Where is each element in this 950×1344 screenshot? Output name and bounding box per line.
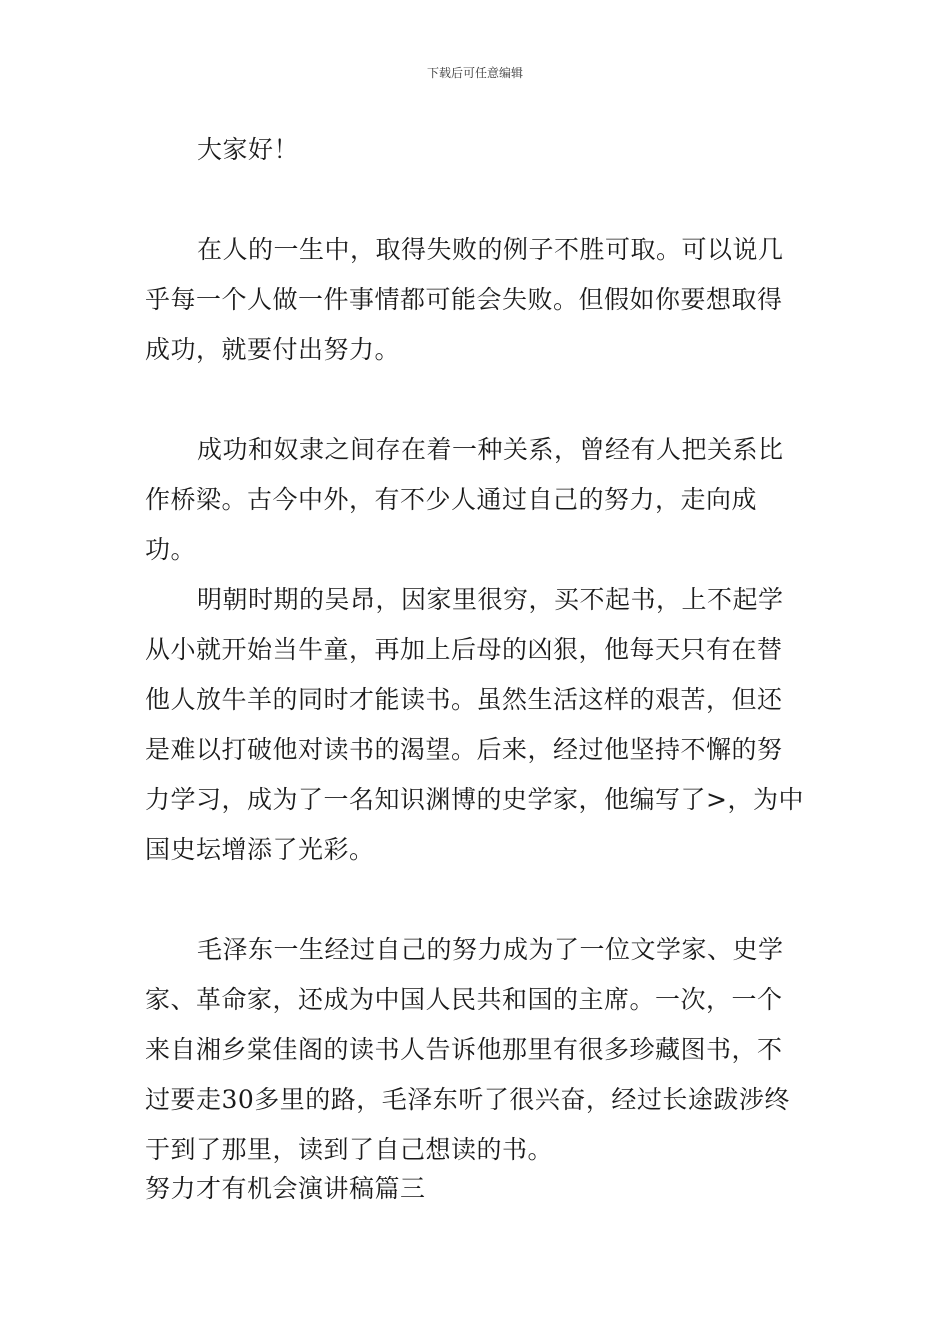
paragraph-3 bbox=[145, 575, 807, 875]
paragraph-4 bbox=[145, 925, 807, 1175]
paragraph-text: 明朝时期的吴昂，因家里很穷，买不起书，上不起学从小就开始当牛童，再加上后母的凶狠，他每天只有在替他人放牛羊的同时才能读书。虽然生活这样的艰苦，但还是难以打破他对读书的渴望。后来，经过他坚持不懈的努力学习，成为了一名知识渊博的史学家，他编写了>，为中国史坛增添了光彩。 bbox=[145, 585, 804, 864]
header-note: 下载后可任意编辑 bbox=[426, 66, 523, 80]
paragraph-text: 毛泽东一生经过自己的努力成为了一位文学家、史学家、革命家，还成为中国人民共和国的主席。一次，一个来自湘乡棠佳阁的读书人告诉他那里有很多珍藏图书，不过要走30多里的路，毛泽东听了很兴奋，经过长途跋涉终于到了那里，读到了自己想读的书。 bbox=[145, 935, 790, 1164]
paragraph-2 bbox=[145, 425, 807, 575]
paragraph-text: 在人的一生中，取得失败的例子不胜可取。可以说几乎每一个人做一件事情都可能会失败。但假如你要想取得成功，就要付出努力。 bbox=[145, 235, 784, 364]
paragraph-1 bbox=[145, 225, 807, 375]
paragraph-text: 成功和奴隶之间存在着一种关系，曾经有人把关系比作桥梁。古今中外，有不少人通过自己的努力，走向成功。 bbox=[145, 435, 784, 564]
greeting-text: 大家好！ bbox=[197, 135, 300, 164]
next-section-title: 努力才有机会演讲稿篇三 bbox=[145, 1174, 426, 1203]
greeting bbox=[145, 125, 807, 175]
